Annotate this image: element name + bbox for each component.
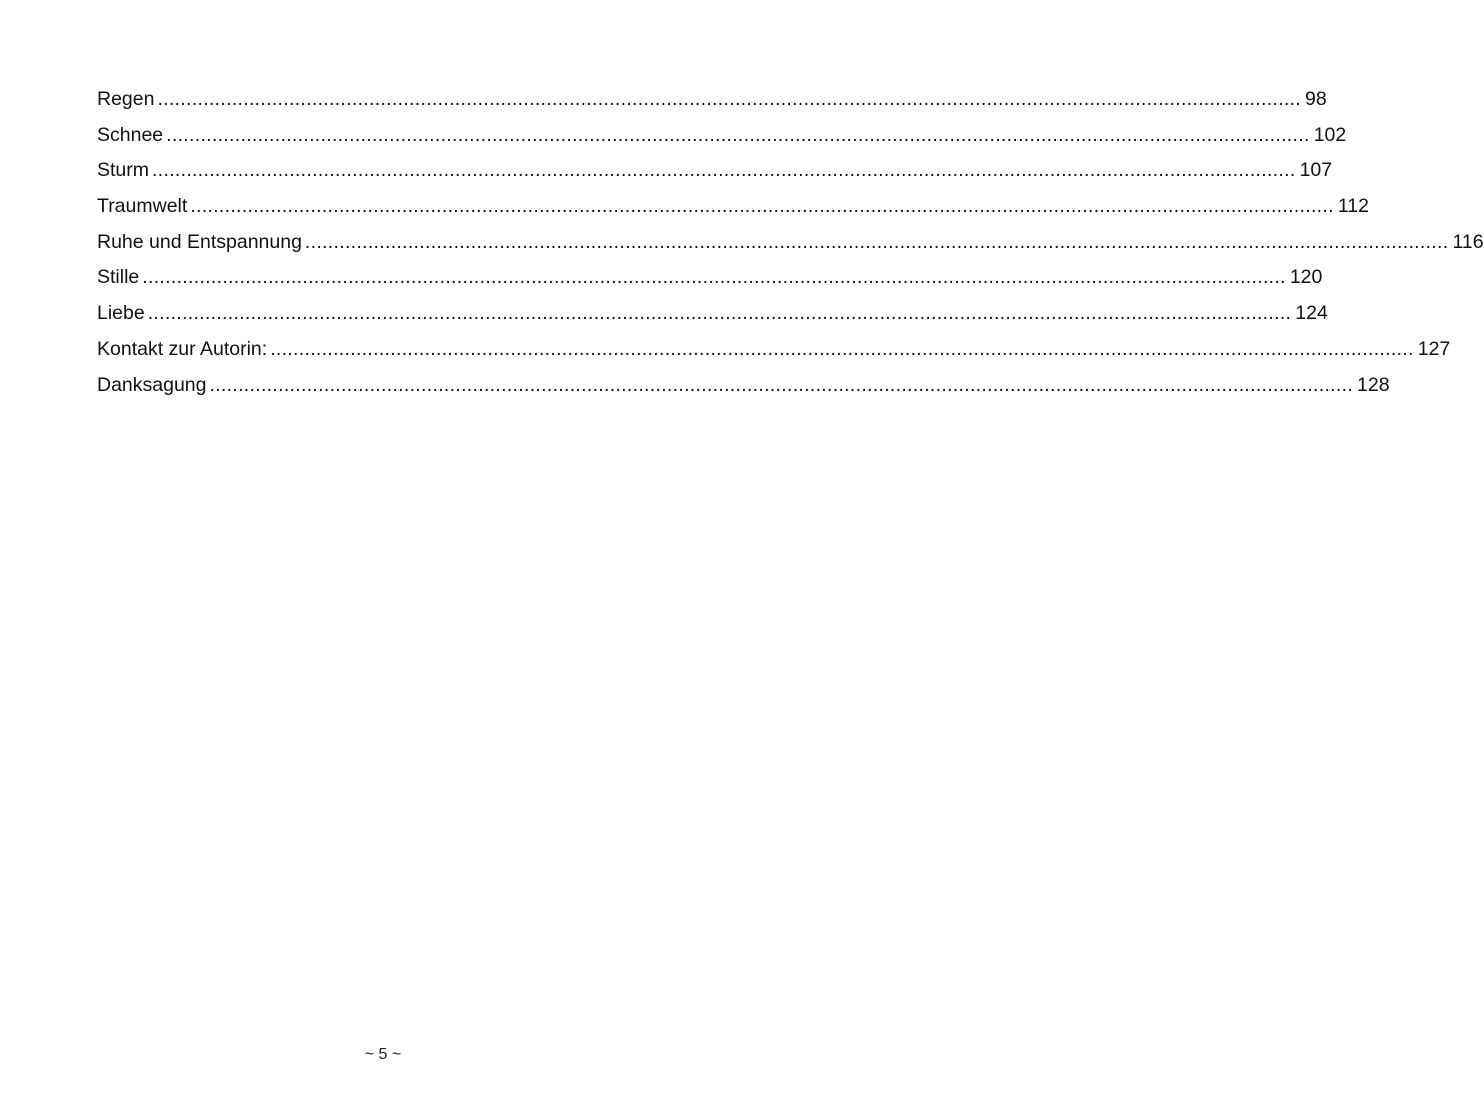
toc-dot-leader: ........................................................................................................................................................................................................ bbox=[190, 195, 1334, 218]
toc-entry[interactable] bbox=[97, 370, 1390, 406]
toc-entry-page: 107 bbox=[1299, 159, 1333, 182]
toc-entry[interactable] bbox=[97, 227, 1484, 263]
toc-entry-page: 116 bbox=[1452, 230, 1484, 253]
toc-dot-leader: ........................................................................................................................................................................................................ bbox=[209, 373, 1354, 396]
toc-entry[interactable] bbox=[97, 120, 1347, 156]
toc-dot-leader: ........................................................................................................................................................................................................ bbox=[147, 302, 1292, 325]
toc-entry-title: Liebe bbox=[97, 302, 145, 325]
toc-entry-page: 127 bbox=[1417, 337, 1451, 360]
toc-entry-page: 98 bbox=[1305, 88, 1327, 110]
toc-entry-title: Schnee bbox=[97, 123, 164, 146]
toc-dot-leader: ........................................................................................................................................................................................................ bbox=[166, 123, 1310, 146]
toc-dot-leader: ........................................................................................................................................................................................................ bbox=[157, 88, 1302, 110]
toc-dot-leader: ........................................................................................................................................................................................................ bbox=[270, 337, 1414, 360]
toc-entry-page: 128 bbox=[1357, 373, 1390, 396]
toc-entry-page: 102 bbox=[1313, 123, 1347, 146]
toc-entry-title: Sturm bbox=[97, 159, 150, 182]
toc-entry-title: Kontakt zur Autorin: bbox=[97, 337, 268, 360]
toc-entry-page: 112 bbox=[1337, 195, 1369, 218]
toc-entry[interactable] bbox=[97, 262, 1323, 298]
toc-entry-title: Traumwelt bbox=[97, 195, 188, 218]
toc-dot-leader: ........................................................................................................................................................................................................ bbox=[152, 159, 1296, 182]
toc-entry-title: Ruhe und Entspannung bbox=[97, 230, 302, 253]
toc-entry-title: Regen bbox=[97, 88, 155, 110]
toc-entry[interactable] bbox=[97, 191, 1369, 227]
toc-entry-title: Danksagung bbox=[97, 373, 207, 396]
toc-entry-page: 124 bbox=[1295, 302, 1328, 325]
toc-entry-title: Stille bbox=[97, 266, 140, 289]
toc-entry[interactable] bbox=[97, 298, 1328, 334]
toc-entry[interactable] bbox=[97, 84, 1327, 120]
toc-dot-leader: ........................................................................................................................................................................................................ bbox=[142, 266, 1286, 289]
page-number: ~ 5 ~ bbox=[364, 1046, 402, 1063]
toc-dot-leader: ........................................................................................................................................................................................................ bbox=[304, 230, 1449, 253]
toc-entry-page: 120 bbox=[1289, 266, 1323, 289]
toc-entry[interactable] bbox=[97, 155, 1333, 191]
toc-entry[interactable] bbox=[97, 334, 1451, 370]
table-of-contents bbox=[97, 84, 1484, 405]
